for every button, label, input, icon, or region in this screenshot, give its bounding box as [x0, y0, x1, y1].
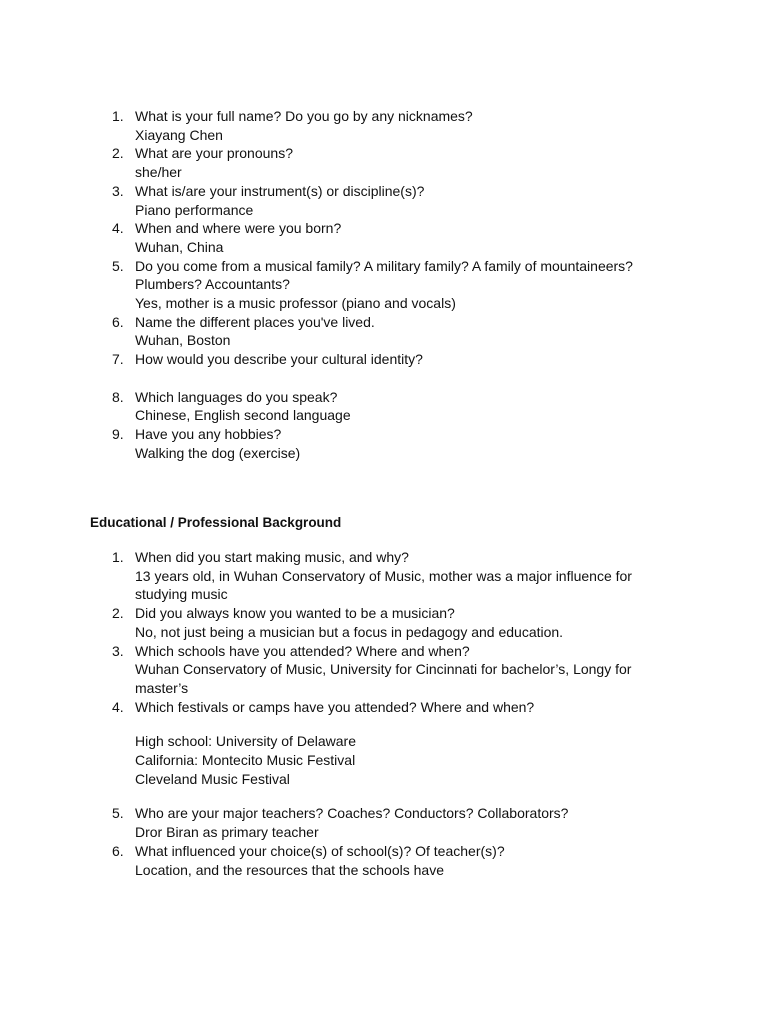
question-text: Have you any hobbies?	[135, 425, 282, 442]
answer-text-continued: master’s	[135, 679, 189, 696]
item-number: 5.	[112, 805, 124, 822]
question-text: What is/are your instrument(s) or discipline(s)?	[135, 182, 425, 199]
item-number: 6.	[112, 842, 124, 859]
personal-questions-list	[0, 107, 768, 462]
list-item	[0, 642, 768, 698]
answer-text: Dror Biran as primary teacher	[135, 824, 319, 841]
section-heading: Educational / Professional Background	[90, 515, 342, 530]
answer-text: California: Montecito Music Festival	[135, 752, 356, 769]
list-item	[0, 257, 768, 313]
list-item	[0, 842, 768, 879]
item-number: 3.	[112, 642, 124, 659]
answer-text: Xiayang Chen	[135, 126, 223, 143]
question-text: When and where were you born?	[135, 220, 342, 237]
list-item	[0, 350, 768, 387]
list-item	[0, 313, 768, 350]
festival-answer-block	[135, 732, 695, 788]
item-number: 2.	[112, 605, 124, 622]
answer-text: Piano performance	[135, 201, 254, 218]
item-number: 9.	[112, 425, 124, 442]
question-text: Name the different places you've lived.	[135, 313, 375, 330]
list-item	[0, 804, 768, 841]
item-number: 2.	[112, 145, 124, 162]
question-text: When did you start making music, and why?	[135, 549, 409, 565]
item-number: 1.	[112, 108, 124, 124]
question-text: What influenced your choice(s) of school(s)? Of teacher(s)?	[135, 842, 505, 859]
list-item	[0, 144, 768, 181]
question-text: Which languages do you speak?	[135, 388, 338, 405]
answer-text: Yes, mother is a music professor (piano and vocals)	[135, 295, 456, 312]
item-number: 4.	[112, 698, 124, 715]
item-number: 1.	[112, 549, 124, 565]
item-number: 6.	[112, 313, 124, 330]
list-item	[0, 698, 768, 789]
item-number: 3.	[112, 182, 124, 199]
answer-text: Location, and the resources that the schools have	[135, 861, 444, 878]
question-text: How would you describe your cultural identity?	[135, 351, 423, 368]
question-text: Did you always know you wanted to be a musician?	[135, 605, 455, 622]
list-item	[0, 604, 768, 641]
answer-text: No, not just being a musician but a focus in pedagogy and education.	[135, 623, 564, 640]
list-item	[0, 107, 768, 144]
question-text: What are your pronouns?	[135, 145, 293, 162]
item-number: 8.	[112, 388, 124, 405]
list-item	[0, 425, 768, 462]
item-number: 7.	[112, 351, 124, 368]
question-text-continued: Plumbers? Accountants?	[135, 276, 290, 293]
answer-text: Cleveland Music Festival	[135, 770, 290, 787]
question-text: Which schools have you attended? Where and when?	[135, 642, 470, 659]
answer-text: Wuhan Conservatory of Music, University for Cincinnati for bachelor’s, Longy for	[135, 661, 632, 678]
question-text: What is your full name? Do you go by any nicknames?	[135, 108, 473, 124]
list-item	[0, 388, 768, 425]
list-item	[0, 219, 768, 256]
answer-text: Wuhan, China	[135, 238, 224, 255]
answer-text: Walking the dog (exercise)	[135, 444, 301, 461]
item-number: 5.	[112, 257, 124, 274]
answer-text: 13 years old, in Wuhan Conservatory of Music, mother was a major influence for	[135, 567, 632, 584]
answer-text: she/her	[135, 164, 182, 181]
answer-text: High school: University of Delaware	[135, 733, 356, 750]
item-number: 4.	[112, 220, 124, 237]
question-text: Which festivals or camps have you attended? Where and when?	[135, 698, 535, 715]
question-text: Do you come from a musical family? A military family? A family of mountaineers?	[135, 257, 633, 274]
list-item	[0, 548, 768, 604]
answer-text: Chinese, English second language	[135, 407, 351, 424]
question-text: Who are your major teachers? Coaches? Conductors? Collaborators?	[135, 805, 569, 822]
blank-answer	[135, 369, 635, 388]
answer-text: Wuhan, Boston	[135, 332, 231, 349]
list-item	[0, 182, 768, 219]
answer-text-continued: studying music	[135, 586, 228, 603]
education-questions-list	[0, 548, 768, 879]
